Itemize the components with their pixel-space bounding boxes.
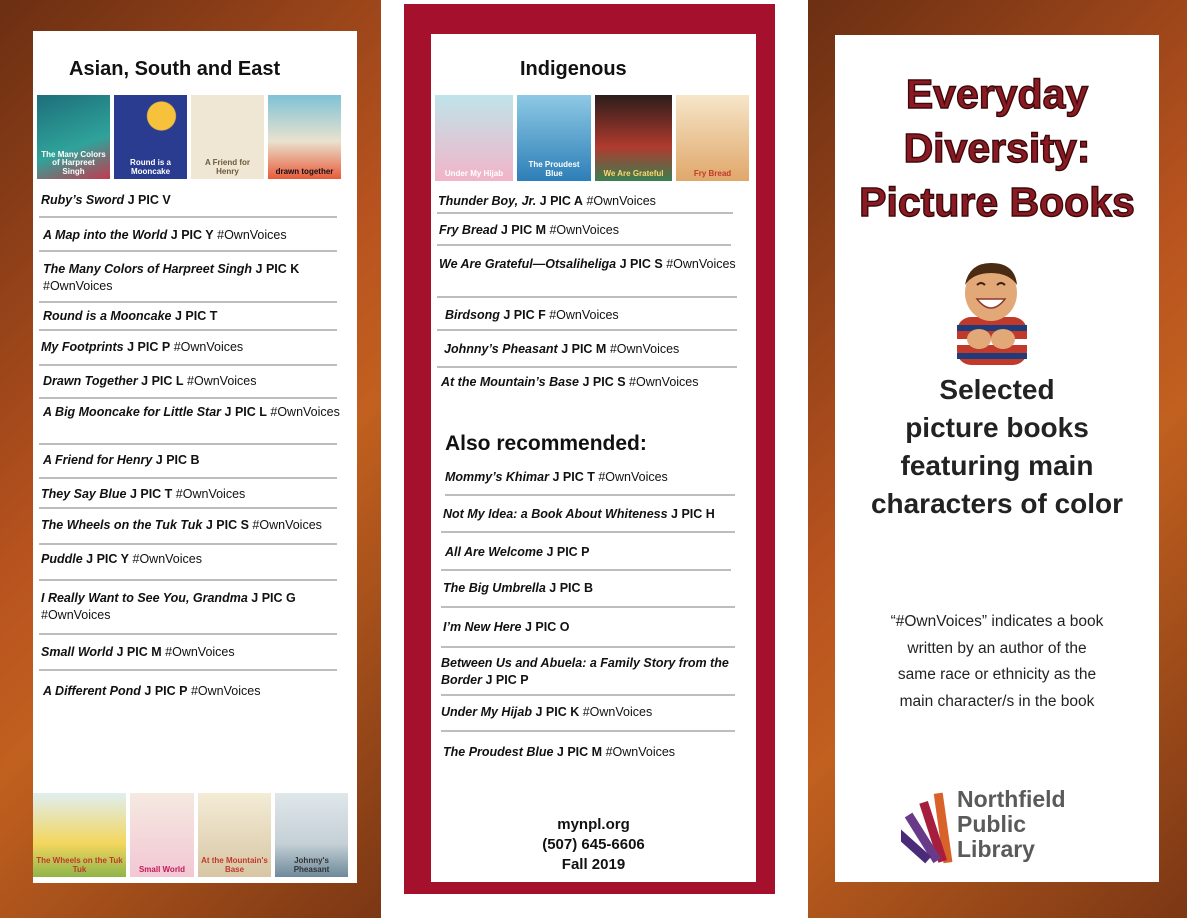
list-item: [438, 193, 741, 210]
divider: [39, 669, 337, 671]
call-number: J PIC B: [155, 453, 200, 467]
book-title: The Many Colors of Harpreet Singh: [43, 262, 253, 276]
book-title: Johnny’s Pheasant: [444, 342, 558, 356]
call-number: J PIC P: [127, 340, 171, 354]
book-cover: Under My Hijab: [435, 95, 513, 181]
list-item: [445, 307, 741, 324]
ownvoices-tag: #OwnVoices: [190, 684, 261, 698]
book-title: They Say Blue: [41, 487, 127, 501]
divider: [445, 494, 735, 496]
book-title: I’m New Here: [443, 620, 522, 634]
list-item: [43, 404, 343, 421]
book-cover: We Are Grateful: [595, 95, 672, 181]
book-cover: The Wheels on the Tuk Tuk: [33, 793, 126, 877]
ownvoices-tag: #OwnVoices: [252, 518, 322, 532]
call-number: J PIC T: [552, 470, 595, 484]
ownvoices-tag: #OwnVoices: [605, 745, 676, 759]
book-title: Between Us and Abuela: a Family Story from the Border: [441, 656, 729, 687]
call-number: J PIC K: [255, 262, 300, 276]
call-number: J PIC M: [561, 342, 607, 356]
list-item: [444, 341, 741, 358]
ownvoices-tag: #OwnVoices: [43, 279, 113, 293]
phone-number: (507) 645-6606: [542, 836, 645, 853]
book-cover: Small World: [130, 793, 194, 877]
list-item: [41, 551, 343, 568]
list-item: [443, 580, 741, 597]
smiling-child-photo: [939, 255, 1043, 365]
book-cover: The Proudest Blue: [517, 95, 591, 181]
list-item: [441, 655, 741, 689]
book-title: Not My Idea: a Book About Whiteness: [443, 507, 668, 521]
divider: [441, 606, 735, 608]
right-panel-frame: [808, 0, 1187, 918]
list-item: [439, 256, 741, 273]
book-title: A Map into the World: [43, 228, 168, 242]
book-cover: At the Mountain's Base: [198, 793, 271, 877]
book-title: Mommy’s Khimar: [445, 470, 549, 484]
call-number: J PIC P: [144, 684, 188, 698]
book-title: The Wheels on the Tuk Tuk: [41, 518, 203, 532]
list-item: [443, 619, 741, 636]
book-title: I Really Want to See You, Grandma: [41, 591, 248, 605]
book-title: Birdsong: [445, 308, 500, 322]
divider: [39, 477, 337, 479]
call-number: J PIC P: [546, 545, 590, 559]
books-logo-icon: [901, 791, 961, 869]
list-item: [443, 744, 741, 761]
brochure-title: Everyday Diversity: Picture Books: [859, 71, 1135, 225]
list-item: [43, 683, 343, 700]
bottom-covers-left: [33, 793, 348, 877]
book-title: Under My Hijab: [441, 705, 532, 719]
left-panel-frame: [0, 0, 381, 918]
call-number: J PIC M: [116, 645, 162, 659]
call-number: J PIC T: [174, 309, 218, 323]
book-title: The Big Umbrella: [443, 581, 546, 595]
book-title: Thunder Boy, Jr.: [438, 194, 537, 208]
list-item: [445, 544, 741, 561]
season-label: Fall 2019: [561, 856, 626, 873]
divider: [437, 244, 731, 246]
divider: [39, 250, 337, 252]
book-cover: The Many Colors of Harpreet Singh: [37, 95, 110, 179]
divider: [39, 216, 337, 218]
ownvoices-tag: #OwnVoices: [582, 705, 653, 719]
list-item: [43, 227, 343, 244]
divider: [39, 507, 337, 509]
call-number: J PIC S: [582, 375, 626, 389]
call-number: J PIC H: [671, 507, 715, 521]
section-title-indigenous: Indigenous: [520, 58, 627, 80]
divider: [437, 296, 737, 298]
ownvoices-note: “#OwnVoices” indicates a book written by an author of the same race or ethnicity as the main character/s in the book: [890, 613, 1104, 710]
ownvoices-tag: #OwnVoices: [165, 645, 235, 659]
list-item: [41, 339, 343, 356]
list-item: [441, 704, 741, 721]
top-covers-left: [37, 95, 341, 179]
divider: [39, 397, 337, 399]
library-contact: [431, 815, 756, 875]
list-item: [43, 308, 343, 325]
divider: [39, 364, 337, 366]
ownvoices-tag: #OwnVoices: [609, 342, 680, 356]
ownvoices-tag: #OwnVoices: [217, 228, 287, 242]
ownvoices-tag: #OwnVoices: [41, 608, 111, 622]
book-title: A Different Pond: [43, 684, 141, 698]
divider: [441, 730, 735, 732]
book-title: At the Mountain’s Base: [441, 375, 579, 389]
divider: [441, 569, 731, 571]
list-item: [43, 373, 343, 390]
ownvoices-tag: #OwnVoices: [586, 194, 656, 208]
call-number: J PIC Y: [170, 228, 214, 242]
list-item: [439, 222, 741, 239]
book-cover: Johnny's Pheasant: [275, 793, 348, 877]
call-number: J PIC G: [251, 591, 296, 605]
list-item: [43, 452, 343, 469]
call-number: J PIC B: [549, 581, 594, 595]
list-item: [441, 374, 741, 391]
middle-panel-frame: [404, 4, 775, 894]
list-item: [43, 261, 343, 295]
call-number: J PIC O: [525, 620, 570, 634]
ownvoices-tag: #OwnVoices: [187, 374, 257, 388]
book-title: Drawn Together: [43, 374, 138, 388]
ownvoices-tag: #OwnVoices: [175, 487, 246, 501]
call-number: J PIC M: [556, 745, 603, 759]
section-title-asian: Asian, South and East: [69, 58, 281, 80]
list-item: [41, 192, 343, 209]
divider: [39, 301, 337, 303]
website-link[interactable]: mynpl.org: [557, 816, 630, 833]
call-number: J PIC S: [619, 257, 663, 271]
call-number: J PIC M: [500, 223, 546, 237]
book-title: Fry Bread: [439, 223, 498, 237]
call-number: J PIC Y: [86, 552, 130, 566]
divider: [437, 366, 737, 368]
ownvoices-tag: #OwnVoices: [666, 257, 736, 271]
divider: [39, 543, 337, 545]
top-covers-middle: [435, 95, 749, 181]
ownvoices-tag: #OwnVoices: [629, 375, 699, 389]
book-title: The Proudest Blue: [443, 745, 554, 759]
divider: [437, 212, 733, 214]
ownvoices-tag: #OwnVoices: [598, 470, 668, 484]
middle-panel: [431, 34, 756, 882]
call-number: J PIC F: [503, 308, 546, 322]
divider: [39, 443, 337, 445]
list-item: [41, 486, 343, 503]
divider: [39, 633, 337, 635]
call-number: J PIC K: [535, 705, 580, 719]
divider: [441, 531, 735, 533]
call-number: J PIC S: [205, 518, 249, 532]
list-item: [443, 506, 741, 523]
left-panel: [33, 31, 357, 883]
ownvoices-tag: #OwnVoices: [549, 223, 619, 237]
right-panel: [835, 35, 1159, 882]
book-title: A Friend for Henry: [43, 453, 153, 467]
call-number: J PIC A: [539, 194, 583, 208]
call-number: J PIC T: [129, 487, 173, 501]
list-item: [41, 590, 343, 624]
call-number: J PIC L: [224, 405, 267, 419]
ownvoices-tag: #OwnVoices: [549, 308, 619, 322]
book-title: All Are Welcome: [445, 545, 543, 559]
book-cover: Fry Bread: [676, 95, 749, 181]
divider: [437, 329, 737, 331]
brochure-subtitle: Selected picture books featuring main characters of color: [870, 374, 1124, 519]
divider: [39, 329, 337, 331]
book-title: We Are Grateful—Otsaliheliga: [439, 257, 617, 271]
library-logo: [901, 787, 1111, 869]
book-title: My Footprints: [41, 340, 124, 354]
book-cover: drawn together: [268, 95, 341, 179]
divider: [39, 579, 337, 581]
book-title: Puddle: [41, 552, 83, 566]
library-logo-text: Northfield Public Library: [957, 786, 1066, 862]
list-item: [41, 517, 343, 534]
book-title: Small World: [41, 645, 114, 659]
also-recommended-heading: Also recommended:: [445, 432, 647, 455]
book-title: Round is a Mooncake: [43, 309, 172, 323]
list-item: [41, 644, 343, 661]
list-item: [445, 469, 741, 486]
ownvoices-tag: #OwnVoices: [173, 340, 244, 354]
call-number: J PIC V: [127, 193, 171, 207]
ownvoices-tag: #OwnVoices: [270, 405, 340, 419]
call-number: J PIC P: [485, 673, 529, 687]
book-title: A Big Mooncake for Little Star: [43, 405, 222, 419]
divider: [441, 694, 735, 696]
ownvoices-tag: #OwnVoices: [132, 552, 202, 566]
book-title: Ruby’s Sword: [41, 193, 125, 207]
book-cover: A Friend for Henry: [191, 95, 264, 179]
call-number: J PIC L: [141, 374, 184, 388]
divider: [441, 646, 735, 648]
book-cover: Round is a Mooncake: [114, 95, 187, 179]
